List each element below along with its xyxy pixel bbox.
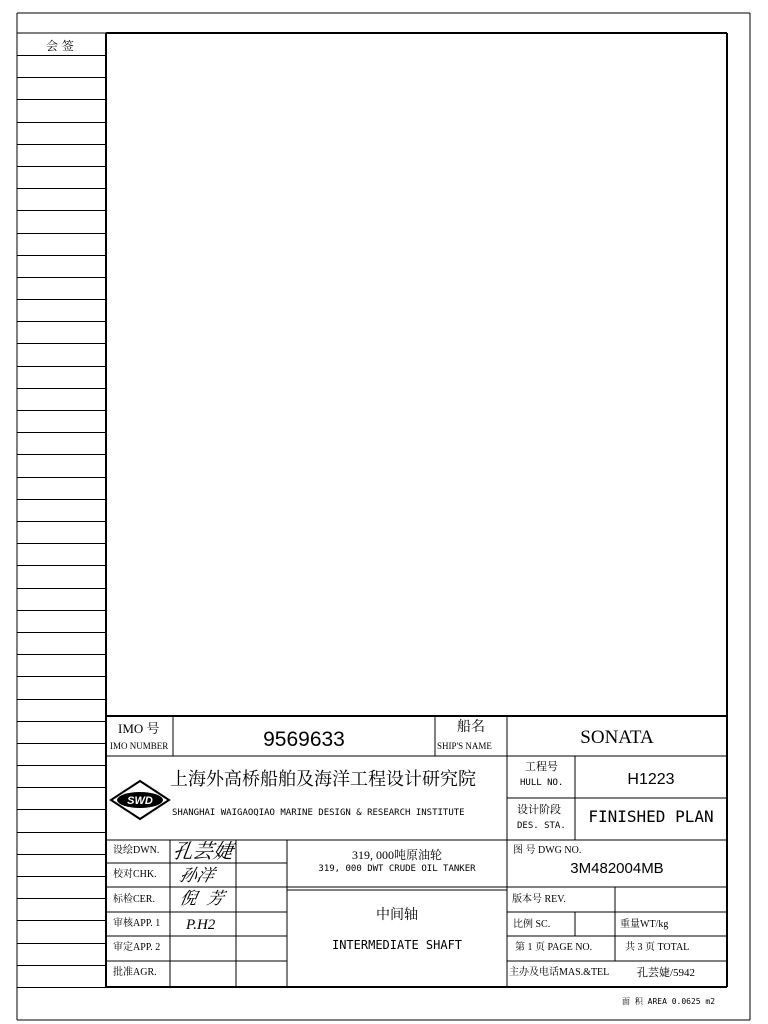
scale-label: 比例 SC. — [513, 919, 551, 930]
institute-name-en: SHANGHAI WAIGAOQIAO MARINE DESIGN & RESEARCH INSTITUTE — [172, 808, 465, 818]
hull-no: H1223 — [627, 771, 675, 788]
contact-label: 主办及电话MAS.&TEL — [509, 967, 610, 978]
hull-no-label-cn: 工程号 — [525, 761, 558, 773]
imo-label-cn: IMO 号 — [118, 721, 160, 736]
dwg-no-label: 图 号 DWG NO. — [513, 845, 582, 856]
revision-label: 版本号 REV. — [512, 894, 566, 905]
checked-signature: 孙洋 — [177, 866, 217, 885]
standard-check-signature: 倪芳 — [178, 889, 236, 908]
drawn-signature: 孔芸婕 — [171, 841, 235, 863]
contact-value: 孔芸婕/5942 — [637, 967, 696, 979]
approved1-label: 审核APP. 1 — [113, 918, 161, 929]
ship-name-label-en: SHIP'S NAME — [437, 741, 492, 751]
area-note: 面 积 AREA 0.0625 m2 — [622, 997, 716, 1006]
drawing-title-en: INTERMEDIATE SHAFT — [331, 938, 463, 952]
page-label: 第 1 页 PAGE NO. — [515, 942, 593, 953]
standard-check-label: 标检CER. — [113, 894, 155, 905]
vessel-type-cn: 319, 000吨原油轮 — [351, 848, 442, 862]
approved1-signature: P.H2 — [186, 917, 216, 933]
authorized-label: 批准AGR. — [113, 967, 157, 978]
swd-logo — [108, 778, 172, 822]
design-stage-label-cn: 设计阶段 — [517, 804, 561, 816]
checked-label: 校对CHK. — [113, 869, 157, 880]
imo-number: 9569633 — [263, 728, 345, 751]
weight-label: 重量WT/kg — [620, 919, 669, 930]
countersign-label: 会 签 — [46, 39, 74, 53]
ship-name-label-cn: 船名 — [457, 720, 485, 735]
drawing-title-cn: 中间轴 — [376, 908, 418, 923]
ship-name: SONATA — [580, 727, 654, 748]
design-stage-label-en: DES. STA. — [517, 821, 566, 831]
imo-label-en: IMO NUMBER — [110, 741, 169, 751]
total-pages-label: 共 3 页 TOTAL — [625, 942, 690, 953]
design-stage: FINISHED PLAN — [588, 807, 714, 826]
approved2-label: 审定APP. 2 — [113, 942, 161, 953]
dwg-no: 3M482004MB — [570, 860, 664, 877]
drawn-label: 设绘DWN. — [113, 845, 160, 856]
svg-text:SWD: SWD — [127, 795, 153, 807]
institute-name-cn: 上海外高桥船舶及海洋工程设计研究院 — [170, 769, 476, 789]
hull-no-label-en: HULL NO. — [520, 778, 564, 788]
vessel-type-en: 319, 000 DWT CRUDE OIL TANKER — [318, 864, 476, 874]
